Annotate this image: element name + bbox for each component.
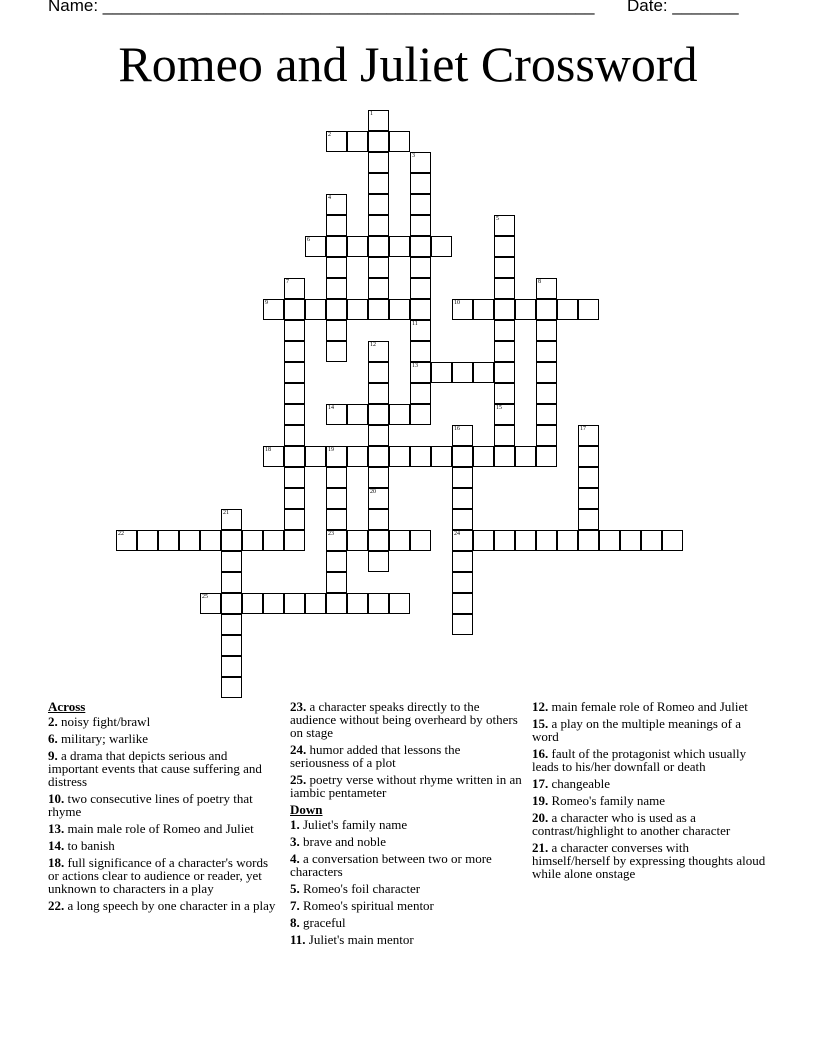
clue-item-number: 13.	[48, 821, 65, 836]
crossword-cell[interactable]	[473, 446, 494, 467]
crossword-cell[interactable]	[263, 446, 284, 467]
crossword-cell[interactable]	[326, 467, 347, 488]
clue-item-text: noisy fight/brawl	[61, 714, 151, 729]
crossword-cell[interactable]	[452, 551, 473, 572]
crossword-cell[interactable]	[326, 320, 347, 341]
crossword-cell[interactable]	[326, 404, 347, 425]
crossword-cell[interactable]	[452, 593, 473, 614]
clue-item-number: 12.	[532, 699, 549, 714]
crossword-cell[interactable]	[452, 530, 473, 551]
clue-item	[290, 773, 522, 799]
crossword-cell[interactable]	[284, 320, 305, 341]
crossword-cell[interactable]	[389, 446, 410, 467]
crossword-cell[interactable]	[368, 488, 389, 509]
clue-item-text: main female role of Romeo and Juliet	[551, 699, 748, 714]
clue-item	[48, 792, 280, 818]
clue-item	[532, 811, 768, 837]
crossword-cell[interactable]	[368, 152, 389, 173]
crossword-cell[interactable]	[368, 404, 389, 425]
crossword-cell[interactable]	[347, 404, 368, 425]
clue-number: 10	[454, 300, 460, 306]
crossword-cell[interactable]	[200, 530, 221, 551]
across-heading: Across	[48, 699, 86, 714]
crossword-cell[interactable]	[200, 593, 221, 614]
crossword-cell[interactable]	[410, 383, 431, 404]
crossword-cell[interactable]	[452, 509, 473, 530]
crossword-cell[interactable]	[221, 551, 242, 572]
crossword-cell[interactable]	[347, 299, 368, 320]
clue-item-number: 4.	[290, 851, 300, 866]
crossword-cell[interactable]	[578, 425, 599, 446]
crossword-cell[interactable]	[326, 278, 347, 299]
clue-item-text: two consecutive lines of poetry that rhyme	[48, 791, 253, 819]
crossword-cell[interactable]	[326, 593, 347, 614]
crossword-cell[interactable]	[536, 341, 557, 362]
crossword-cell[interactable]	[494, 299, 515, 320]
crossword-cell[interactable]	[284, 467, 305, 488]
crossword-cell[interactable]	[536, 404, 557, 425]
clue-item-text: a conversation between two or more characters	[290, 851, 492, 879]
clue-number: 8	[538, 279, 541, 285]
clue-number: 7	[286, 279, 289, 285]
crossword-cell[interactable]	[410, 173, 431, 194]
clue-item-number: 10.	[48, 791, 65, 806]
clue-item-text: a drama that depicts serious and important events that cause suffering and distress	[48, 748, 262, 789]
clue-item-number: 16.	[532, 746, 549, 761]
crossword-cell[interactable]	[494, 425, 515, 446]
crossword-cell[interactable]	[368, 131, 389, 152]
page-title: Romeo and Juliet Crossword	[118, 36, 698, 92]
clue-item-text: main male role of Romeo and Juliet	[67, 821, 254, 836]
crossword-cell[interactable]	[452, 425, 473, 446]
crossword-cell[interactable]	[536, 278, 557, 299]
clue-item-number: 14.	[48, 838, 65, 853]
clue-number: 17	[580, 426, 586, 432]
clue-item	[532, 794, 768, 807]
crossword-cell[interactable]	[326, 488, 347, 509]
clue-item-text: full significance of a character's words or actions clear to audience or reader, yet unknown to characters in a play	[48, 855, 269, 896]
crossword-cell[interactable]	[368, 425, 389, 446]
clue-item-text: graceful	[303, 915, 346, 930]
crossword-cell[interactable]	[284, 488, 305, 509]
crossword-cell[interactable]	[284, 299, 305, 320]
crossword-cell[interactable]	[284, 425, 305, 446]
clue-item-text: fault of the protagonist which usually leads to his/her downfall or death	[532, 746, 747, 774]
crossword-cell[interactable]	[284, 404, 305, 425]
clue-number: 15	[496, 405, 502, 411]
crossword-cell[interactable]	[515, 530, 536, 551]
clue-item-text: a character converses with himself/herself by expressing thoughts aloud while alone onstage	[532, 840, 766, 881]
crossword-cell[interactable]	[389, 236, 410, 257]
clue-item	[532, 841, 768, 880]
crossword-cell[interactable]	[389, 530, 410, 551]
clue-item-number: 21.	[532, 840, 549, 855]
crossword-cell[interactable]	[326, 551, 347, 572]
crossword-cell[interactable]	[326, 257, 347, 278]
clue-item-text: Romeo's spiritual mentor	[303, 898, 434, 913]
clue-item-number: 25.	[290, 772, 307, 787]
crossword-cell[interactable]	[158, 530, 179, 551]
crossword-cell[interactable]	[494, 320, 515, 341]
crossword-cell[interactable]	[326, 572, 347, 593]
clue-number: 3	[412, 153, 415, 159]
clue-item-text: Juliet's family name	[303, 817, 408, 832]
crossword-cell[interactable]	[368, 446, 389, 467]
crossword-cell[interactable]	[116, 530, 137, 551]
crossword-cell[interactable]	[410, 236, 431, 257]
crossword-cell[interactable]	[494, 236, 515, 257]
clue-item-text: a character speaks directly to the audience without being overheard by others on stage	[290, 699, 518, 740]
clue-item	[48, 732, 280, 745]
crossword-cell[interactable]	[494, 446, 515, 467]
crossword-cell[interactable]	[452, 488, 473, 509]
clue-item-text: brave and noble	[303, 834, 387, 849]
crossword-cell[interactable]	[410, 194, 431, 215]
clue-number: 20	[370, 489, 376, 495]
clue-item	[48, 715, 280, 728]
crossword-cell[interactable]	[410, 404, 431, 425]
clue-item-text: changeable	[551, 776, 610, 791]
crossword-cell[interactable]	[410, 257, 431, 278]
clue-item	[48, 749, 280, 788]
clue-number: 25	[202, 594, 208, 600]
crossword-cell[interactable]	[431, 362, 452, 383]
crossword-cell[interactable]	[284, 446, 305, 467]
crossword-cell[interactable]	[494, 341, 515, 362]
clue-number: 18	[265, 447, 271, 453]
clue-item-number: 3.	[290, 834, 300, 849]
crossword-cell[interactable]	[389, 404, 410, 425]
crossword-cell[interactable]	[452, 572, 473, 593]
crossword-cell[interactable]	[452, 362, 473, 383]
crossword-cell[interactable]	[368, 299, 389, 320]
clue-item	[290, 933, 522, 946]
crossword-cell[interactable]	[368, 509, 389, 530]
crossword-cell[interactable]	[284, 341, 305, 362]
clue-item-number: 5.	[290, 881, 300, 896]
crossword-cell[interactable]	[284, 362, 305, 383]
crossword-cell[interactable]	[494, 383, 515, 404]
crossword-cell[interactable]	[410, 362, 431, 383]
crossword-cell[interactable]	[536, 383, 557, 404]
crossword-cell[interactable]	[284, 509, 305, 530]
crossword-cell[interactable]	[389, 131, 410, 152]
crossword-cell[interactable]	[326, 299, 347, 320]
clue-item-number: 22.	[48, 898, 65, 913]
crossword-cell[interactable]	[326, 341, 347, 362]
crossword-cell[interactable]	[473, 530, 494, 551]
clue-item-number: 1.	[290, 817, 300, 832]
crossword-cell[interactable]	[599, 530, 620, 551]
crossword-cell[interactable]	[494, 404, 515, 425]
crossword-cell[interactable]	[368, 362, 389, 383]
clue-number: 12	[370, 342, 376, 348]
crossword-cell[interactable]	[242, 593, 263, 614]
crossword-cell[interactable]	[578, 446, 599, 467]
clue-item-text: military; warlike	[61, 731, 149, 746]
crossword-cell[interactable]	[494, 530, 515, 551]
crossword-cell[interactable]	[578, 488, 599, 509]
crossword-cell[interactable]	[410, 152, 431, 173]
clue-item-number: 6.	[48, 731, 58, 746]
crossword-cell[interactable]	[326, 131, 347, 152]
clue-number: 16	[454, 426, 460, 432]
crossword-cell[interactable]	[431, 446, 452, 467]
clue-number: 2	[328, 132, 331, 138]
clue-item	[290, 835, 522, 848]
crossword-cell[interactable]	[221, 635, 242, 656]
crossword-cell[interactable]	[557, 299, 578, 320]
clue-item	[532, 777, 768, 790]
crossword-cell[interactable]	[368, 236, 389, 257]
crossword-cell[interactable]	[410, 278, 431, 299]
crossword-cell[interactable]	[326, 530, 347, 551]
crossword-cell[interactable]	[179, 530, 200, 551]
crossword-cell[interactable]	[452, 446, 473, 467]
clue-item	[532, 747, 768, 773]
clue-number: 19	[328, 447, 334, 453]
crossword-cell[interactable]	[410, 299, 431, 320]
crossword-cell[interactable]	[473, 362, 494, 383]
clue-item-number: 9.	[48, 748, 58, 763]
crossword-cell[interactable]	[305, 299, 326, 320]
clue-item	[532, 717, 768, 743]
crossword-cell[interactable]	[368, 593, 389, 614]
clue-item-text: a character who is used as a contrast/highlight to another character	[532, 810, 731, 838]
clue-column	[290, 700, 522, 950]
crossword-cell[interactable]	[368, 173, 389, 194]
clue-item	[290, 916, 522, 929]
crossword-cell[interactable]	[620, 530, 641, 551]
crossword-cell[interactable]	[389, 593, 410, 614]
crossword-cell[interactable]	[221, 572, 242, 593]
crossword-cell[interactable]	[284, 530, 305, 551]
crossword-cell[interactable]	[347, 131, 368, 152]
crossword-cell[interactable]	[536, 320, 557, 341]
crossword-cell[interactable]	[536, 362, 557, 383]
crossword-cell[interactable]	[326, 446, 347, 467]
crossword-cell[interactable]	[221, 656, 242, 677]
clue-item-number: 24.	[290, 742, 307, 757]
clue-item-number: 17.	[532, 776, 549, 791]
clue-column	[532, 700, 768, 884]
crossword-cell[interactable]	[368, 215, 389, 236]
clue-item	[48, 899, 280, 912]
clue-item	[532, 700, 768, 713]
clue-number: 9	[265, 300, 268, 306]
clue-number: 11	[412, 321, 418, 327]
clue-number: 6	[307, 237, 310, 243]
crossword-cell[interactable]	[326, 236, 347, 257]
crossword-cell[interactable]	[494, 278, 515, 299]
clue-column	[48, 700, 280, 916]
crossword-cell[interactable]	[536, 446, 557, 467]
crossword-cell[interactable]	[494, 215, 515, 236]
clue-item	[290, 818, 522, 831]
clue-number: 23	[328, 531, 334, 537]
clue-item	[48, 856, 280, 895]
crossword-cell[interactable]	[410, 446, 431, 467]
crossword-cell[interactable]	[536, 530, 557, 551]
clue-item	[290, 852, 522, 878]
crossword-cell[interactable]	[410, 530, 431, 551]
crossword-cell[interactable]	[263, 530, 284, 551]
name-field-label: Name: ____________________________________________________	[48, 0, 595, 15]
clue-item-number: 23.	[290, 699, 307, 714]
crossword-cell[interactable]	[515, 299, 536, 320]
crossword-cell[interactable]	[221, 614, 242, 635]
crossword-cell[interactable]	[326, 194, 347, 215]
clue-item-number: 15.	[532, 716, 549, 731]
crossword-cell[interactable]	[347, 593, 368, 614]
clue-item-text: Juliet's main mentor	[308, 932, 414, 947]
crossword-cell[interactable]	[284, 383, 305, 404]
crossword-cell[interactable]	[305, 446, 326, 467]
crossword-cell[interactable]	[536, 425, 557, 446]
clue-item-number: 2.	[48, 714, 58, 729]
crossword-cell[interactable]	[221, 593, 242, 614]
clue-number: 5	[496, 216, 499, 222]
crossword-cell[interactable]	[242, 530, 263, 551]
clue-item-number: 7.	[290, 898, 300, 913]
clue-number: 14	[328, 405, 334, 411]
crossword-cell[interactable]	[326, 509, 347, 530]
clue-item-text: Romeo's family name	[551, 793, 666, 808]
clue-number: 24	[454, 531, 460, 537]
crossword-cell[interactable]	[494, 362, 515, 383]
crossword-cell[interactable]	[221, 530, 242, 551]
crossword-cell[interactable]	[368, 341, 389, 362]
crossword-cell[interactable]	[452, 467, 473, 488]
clue-number: 4	[328, 195, 331, 201]
crossword-cell[interactable]	[662, 530, 683, 551]
clue-item	[290, 899, 522, 912]
crossword-cell[interactable]	[578, 530, 599, 551]
date-field-label: Date: _______	[627, 0, 739, 15]
crossword-cell[interactable]	[410, 320, 431, 341]
crossword-cell[interactable]	[452, 299, 473, 320]
crossword-cell[interactable]	[410, 215, 431, 236]
crossword-cell[interactable]	[221, 677, 242, 698]
crossword-cell[interactable]	[368, 194, 389, 215]
clue-item-number: 19.	[532, 793, 549, 808]
crossword-cell[interactable]	[473, 299, 494, 320]
crossword-cell[interactable]	[368, 278, 389, 299]
crossword-cell[interactable]	[284, 278, 305, 299]
crossword-cell[interactable]	[305, 593, 326, 614]
clue-item	[48, 822, 280, 835]
crossword-cell[interactable]	[368, 467, 389, 488]
crossword-cell[interactable]	[536, 299, 557, 320]
crossword-cell[interactable]	[431, 236, 452, 257]
clue-number: 1	[370, 111, 373, 117]
crossword-cell[interactable]	[347, 530, 368, 551]
clue-item-number: 18.	[48, 855, 65, 870]
clue-item-text: a long speech by one character in a play	[67, 898, 276, 913]
crossword-cell[interactable]	[452, 614, 473, 635]
clue-item-text: to banish	[67, 838, 115, 853]
crossword-cell[interactable]	[515, 446, 536, 467]
crossword-cell[interactable]	[389, 299, 410, 320]
clue-item-number: 20.	[532, 810, 549, 825]
clue-item	[290, 743, 522, 769]
clue-item-number: 8.	[290, 915, 300, 930]
crossword-cell[interactable]	[221, 509, 242, 530]
clue-item-number: 11.	[290, 932, 306, 947]
crossword-cell[interactable]	[305, 236, 326, 257]
clue-item-text: a play on the multiple meanings of a word	[532, 716, 742, 744]
clue-item	[290, 700, 522, 739]
clue-number: 22	[118, 531, 124, 537]
crossword-cell[interactable]	[641, 530, 662, 551]
crossword-cell[interactable]	[284, 593, 305, 614]
crossword-cell[interactable]	[326, 215, 347, 236]
clue-item-text: poetry verse without rhyme written in an iambic pentameter	[290, 772, 522, 800]
crossword-cell[interactable]	[263, 593, 284, 614]
crossword-cell[interactable]	[578, 299, 599, 320]
crossword-cell[interactable]	[368, 530, 389, 551]
crossword-cell[interactable]	[494, 257, 515, 278]
crossword-cell[interactable]	[368, 551, 389, 572]
crossword-cell[interactable]	[557, 530, 578, 551]
crossword-cell[interactable]	[137, 530, 158, 551]
clue-item	[48, 839, 280, 852]
crossword-cell[interactable]	[578, 509, 599, 530]
crossword-cell[interactable]	[368, 110, 389, 131]
crossword-cell[interactable]	[368, 383, 389, 404]
clue-number: 21	[223, 510, 229, 516]
crossword-cell[interactable]	[368, 257, 389, 278]
crossword-cell[interactable]	[263, 299, 284, 320]
down-heading: Down	[290, 802, 323, 817]
crossword-cell[interactable]	[347, 446, 368, 467]
clue-item-text: humor added that lessons the seriousness of a plot	[290, 742, 461, 770]
crossword-cell[interactable]	[347, 236, 368, 257]
crossword-cell[interactable]	[410, 341, 431, 362]
clue-number: 13	[412, 363, 418, 369]
clue-item	[290, 882, 522, 895]
clue-item-text: Romeo's foil character	[303, 881, 421, 896]
crossword-cell[interactable]	[578, 467, 599, 488]
